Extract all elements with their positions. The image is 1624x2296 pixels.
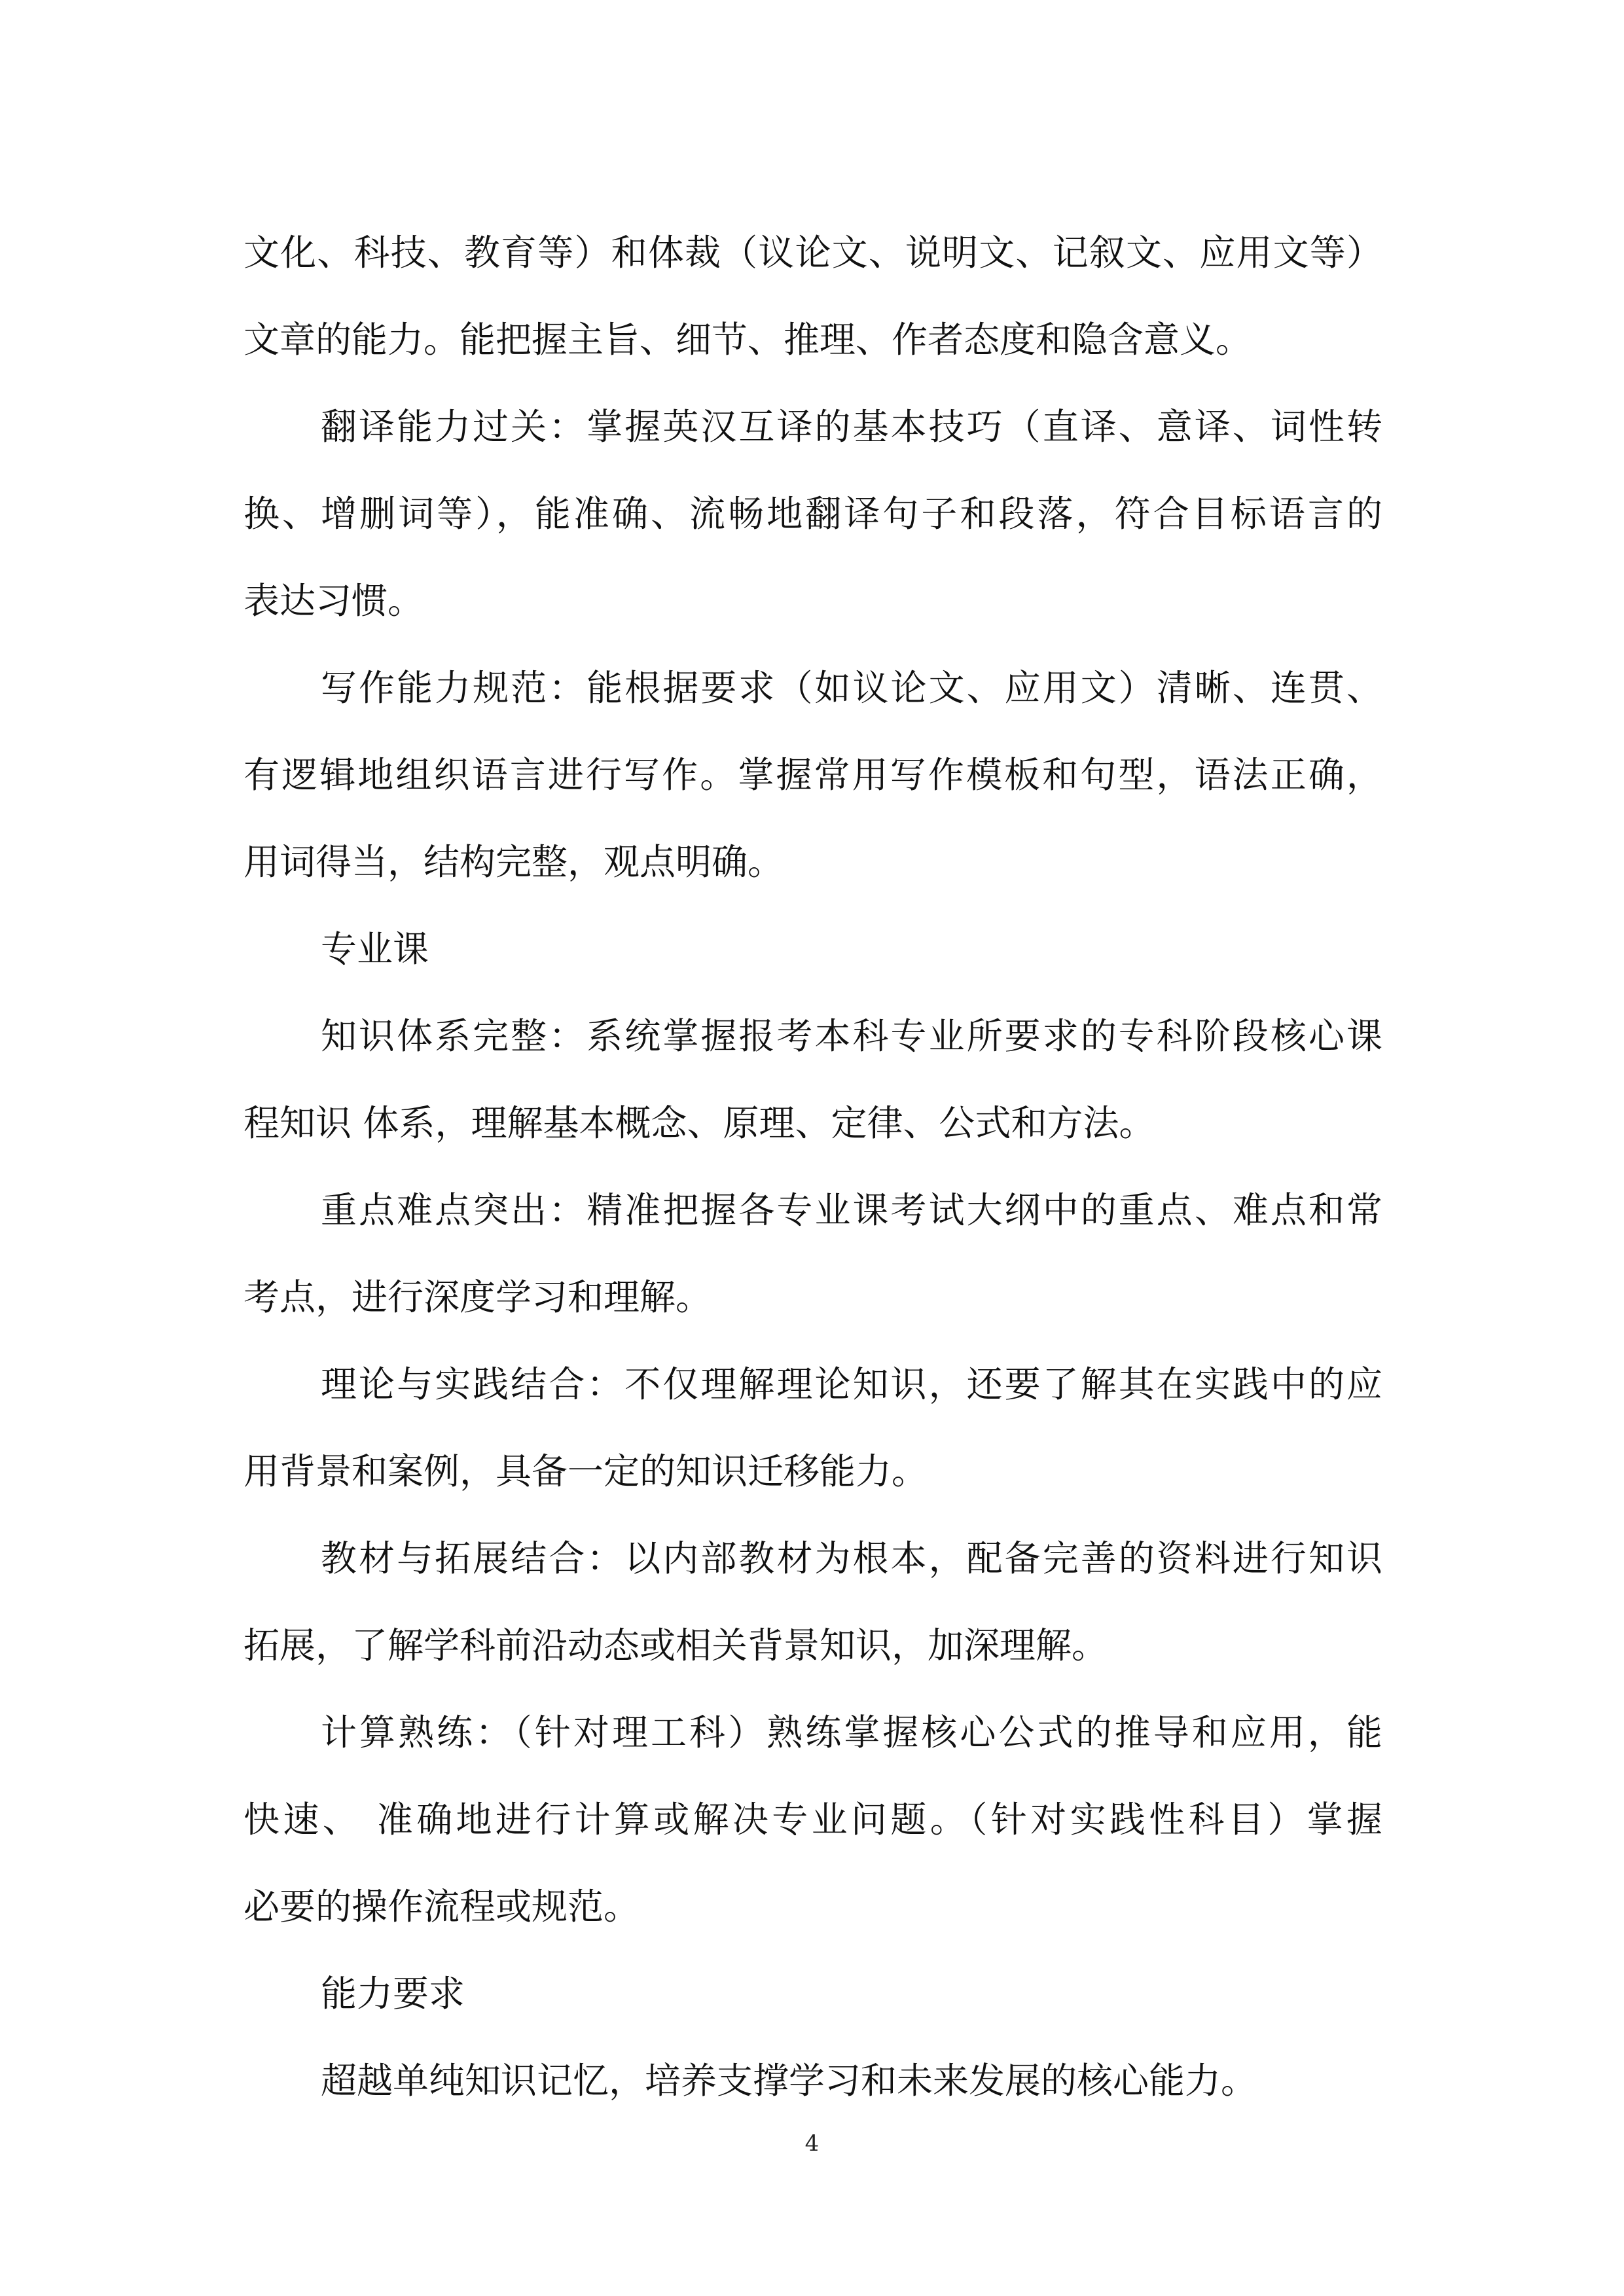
section-heading: 能力要求 <box>321 1973 465 2015</box>
text-line: 计算熟练：（针对理工科）熟练掌握核心公式的推导和应用，能 <box>321 1712 1382 1753</box>
text-line: 考点，进行深度学习和理解。 <box>244 1276 712 1318</box>
text-line: 程知识 体系，理解基本概念、原理、定律、公式和方法。 <box>244 1102 1155 1144</box>
text-line: 重点难点突出：精准把握各专业课考试大纲中的重点、难点和常 <box>321 1189 1382 1231</box>
section-heading: 专业课 <box>321 928 429 970</box>
text-line: 文化、科技、教育等）和体裁（议论文、说明文、记叙文、应用文等） <box>244 232 1382 274</box>
text-line: 必要的操作流程或规范。 <box>244 1886 640 1928</box>
text-line: 教材与拓展结合：以内部教材为根本，配备完善的资料进行知识 <box>321 1537 1382 1579</box>
text-line: 换、增删词等），能准确、流畅地翻译句子和段落，符合目标语言的 <box>244 493 1382 535</box>
page-body <box>244 209 1382 2125</box>
text-line: 文章的能力。能把握主旨、细节、推理、作者态度和隐含意义。 <box>244 319 1252 361</box>
text-line: 超越单纯知识记忆，培养支撑学习和未来发展的核心能力。 <box>321 2060 1257 2102</box>
text-line: 用背景和案例，具备一定的知识迁移能力。 <box>244 1450 928 1492</box>
text-line: 写作能力规范：能根据要求（如议论文、应用文）清晰、连贯、 <box>321 667 1382 709</box>
text-line: 拓展，了解学科前沿动态或相关背景知识，加深理解。 <box>244 1624 1108 1666</box>
text-line: 表达习惯。 <box>244 580 424 622</box>
text-line: 有逻辑地组织语言进行写作。掌握常用写作模板和句型，语法正确， <box>244 754 1382 796</box>
text-line: 知识体系完整：系统掌握报考本科专业所要求的专科阶段核心课 <box>321 1015 1382 1057</box>
page-number: 4 <box>804 2130 820 2157</box>
text-line: 用词得当，结构完整，观点明确。 <box>244 841 784 883</box>
text-line: 快速、 准确地进行计算或解决专业问题。（针对实践性科目）掌握 <box>244 1799 1382 1840</box>
text-line: 翻译能力过关：掌握英汉互译的基本技巧（直译、意译、词性转 <box>321 406 1382 448</box>
text-line: 理论与实践结合：不仅理解理论知识，还要了解其在实践中的应 <box>321 1363 1382 1405</box>
